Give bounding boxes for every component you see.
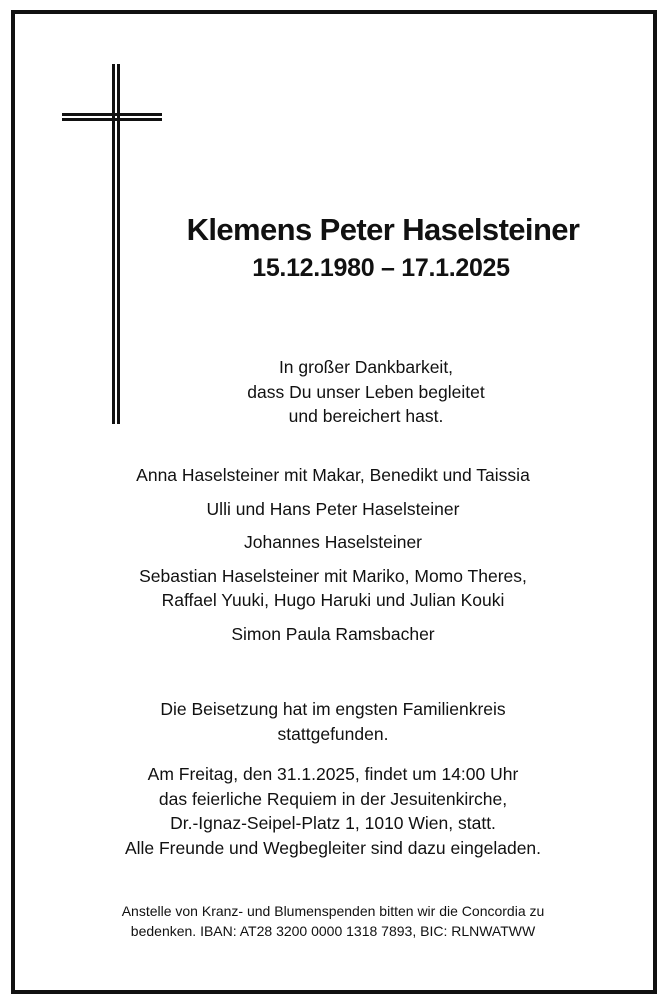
requiem-notice — [40, 762, 626, 860]
gratitude-line: dass Du unser Leben begleitet — [247, 381, 485, 402]
life-dates: 15.12.1980 – 17.1.2025 — [252, 254, 510, 282]
mourner-line: Simon Paula Ramsbacher — [231, 623, 435, 644]
mourner-line: Ulli und Hans Peter Haselsteiner — [206, 498, 460, 519]
mourner-entry — [40, 564, 626, 613]
deceased-name: Klemens Peter Haselsteiner — [186, 212, 580, 247]
gratitude-line: und bereichert hast. — [288, 406, 444, 426]
gratitude-line: In großer Dankbarkeit, — [278, 357, 454, 377]
mourner-entry — [40, 463, 626, 488]
mourner-line: Sebastian Haselsteiner mit Mariko, Momo Theres, — [139, 565, 527, 586]
donation-notice — [40, 901, 626, 941]
requiem-line: Alle Freunde und Wegbegleiter sind dazu eingeladen. — [124, 837, 542, 858]
mourner-line: Raffael Yuuki, Hugo Haruki und Julian Kouki — [161, 590, 505, 610]
gratitude-text — [166, 355, 566, 429]
donation-line: bedenken. IBAN: AT28 3200 0000 1318 7893, BIC: RLNWATWW — [130, 923, 536, 939]
mourner-entry — [40, 622, 626, 647]
burial-line: stattgefunden. — [277, 723, 389, 744]
requiem-line: das feierliche Requiem in der Jesuitenkirche, — [158, 788, 508, 809]
burial-notice — [40, 697, 626, 746]
mourner-entry — [40, 530, 626, 555]
requiem-line: Dr.-Ignaz-Seipel-Platz 1, 1010 Wien, statt. — [170, 813, 496, 833]
mourner-line: Anna Haselsteiner mit Makar, Benedikt und Taissia — [136, 465, 530, 485]
burial-line: Die Beisetzung hat im engsten Familienkreis — [160, 699, 506, 719]
donation-line: Anstelle von Kranz- und Blumenspenden bitten wir die Concordia zu — [121, 903, 545, 919]
mourners-list — [40, 463, 626, 655]
mourner-entry — [40, 497, 626, 522]
mourner-line: Johannes Haselsteiner — [243, 532, 423, 552]
requiem-line: Am Freitag, den 31.1.2025, findet um 14:00 Uhr — [147, 764, 519, 784]
